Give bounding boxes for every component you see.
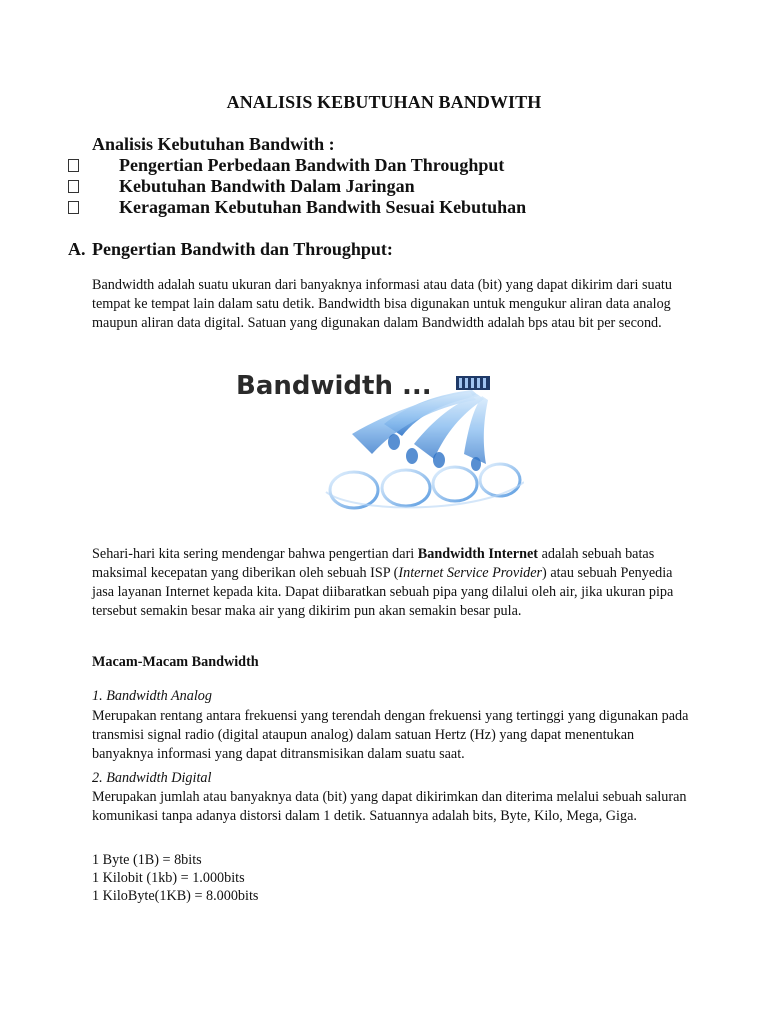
section-title: Pengertian Bandwith dan Throughput: [92,239,393,259]
bold-term: Bandwidth Internet [417,546,539,562]
section-number: A. [68,239,86,259]
analog-heading: 1. Bandwidth Analog [92,688,212,704]
bullet-text: Pengertian Perbedaan Bandwith Dan Throughput [119,155,505,175]
unit-line: 1 Byte (1B) = 8bits [92,852,202,868]
section-a-heading [68,239,393,260]
bullet-item [68,197,526,218]
analog-paragraph: Merupakan rentang antara frekuensi yang terendah dengan frekuensi yang tertinggi yang digunakan pada transmisi signal radio (digital ataupun analog) dalam satuan Hertz (Hz) yang dapat menentukan banyaknya informasi yang dapat ditransmisikan dalam suatu saat. [92,708,689,762]
bullet-text: Kebutuhan Bandwith Dalam Jaringan [119,176,415,196]
digital-heading: 2. Bandwidth Digital [92,770,212,786]
paragraph-bandwidth-definition: Bandwidth adalah suatu ukuran dari banyaknya informasi atau data (bit) yang dapat dikirim dari suatu tempat ke tempat lain dalam satu detik. Bandwidth bisa digunakan untuk mengukur aliran data analog maupun aliran data digital. Satuan yang digunakan dalam Bandwidth adalah bps atau bit per second. [92,277,672,331]
bullet-box-icon [68,201,79,214]
bullet-box-icon [68,180,79,193]
digital-paragraph: Merupakan jumlah atau banyaknya data (bit) yang dapat dikirimkan dan diterima melalui sebuah saluran komunikasi tanpa adanya distorsi dalam 1 detik. Satuannya adalah bits, Byte, Kilo, Mega, Giga. [92,789,687,824]
bandwidth-illustration [234,364,524,516]
bullet-box-icon [68,159,79,172]
macam-heading: Macam-Macam Bandwidth [92,654,259,670]
document-title: ANALISIS KEBUTUHAN BANDWITH [226,92,542,112]
unit-line: 1 KiloByte(1KB) = 8.000bits [92,888,259,904]
connector-icon [456,376,490,390]
bullet-item [68,176,415,197]
paragraph-bandwidth-internet: Sehari-hari kita sering mendengar bahwa pengertian dari Bandwidth Internet adalah sebuah batas maksimal kecepatan yang diberikan oleh sebuah ISP (Internet Service Provider) atau sebuah Penyedia jasa layanan Internet kepada kita. Dapat diibaratkan sebuah pipa yang dilalui oleh air, jika ukuran pipa tersebut semakin besar maka air yang dikirim pun akan semakin besar pula. [92,546,674,619]
bullet-text: Keragaman Kebutuhan Bandwith Sesuai Kebutuhan [119,197,527,217]
pipe-openings-icon [330,464,520,508]
unit-line: 1 Kilobit (1kb) = 1.000bits [92,870,245,886]
italic-term: Internet Service Provider [398,565,543,581]
intro-heading: Analisis Kebutuhan Bandwith : [92,134,335,154]
bullet-item [68,155,504,176]
pipe-icon [352,390,488,464]
illustration-caption: Bandwidth ... [236,371,432,401]
